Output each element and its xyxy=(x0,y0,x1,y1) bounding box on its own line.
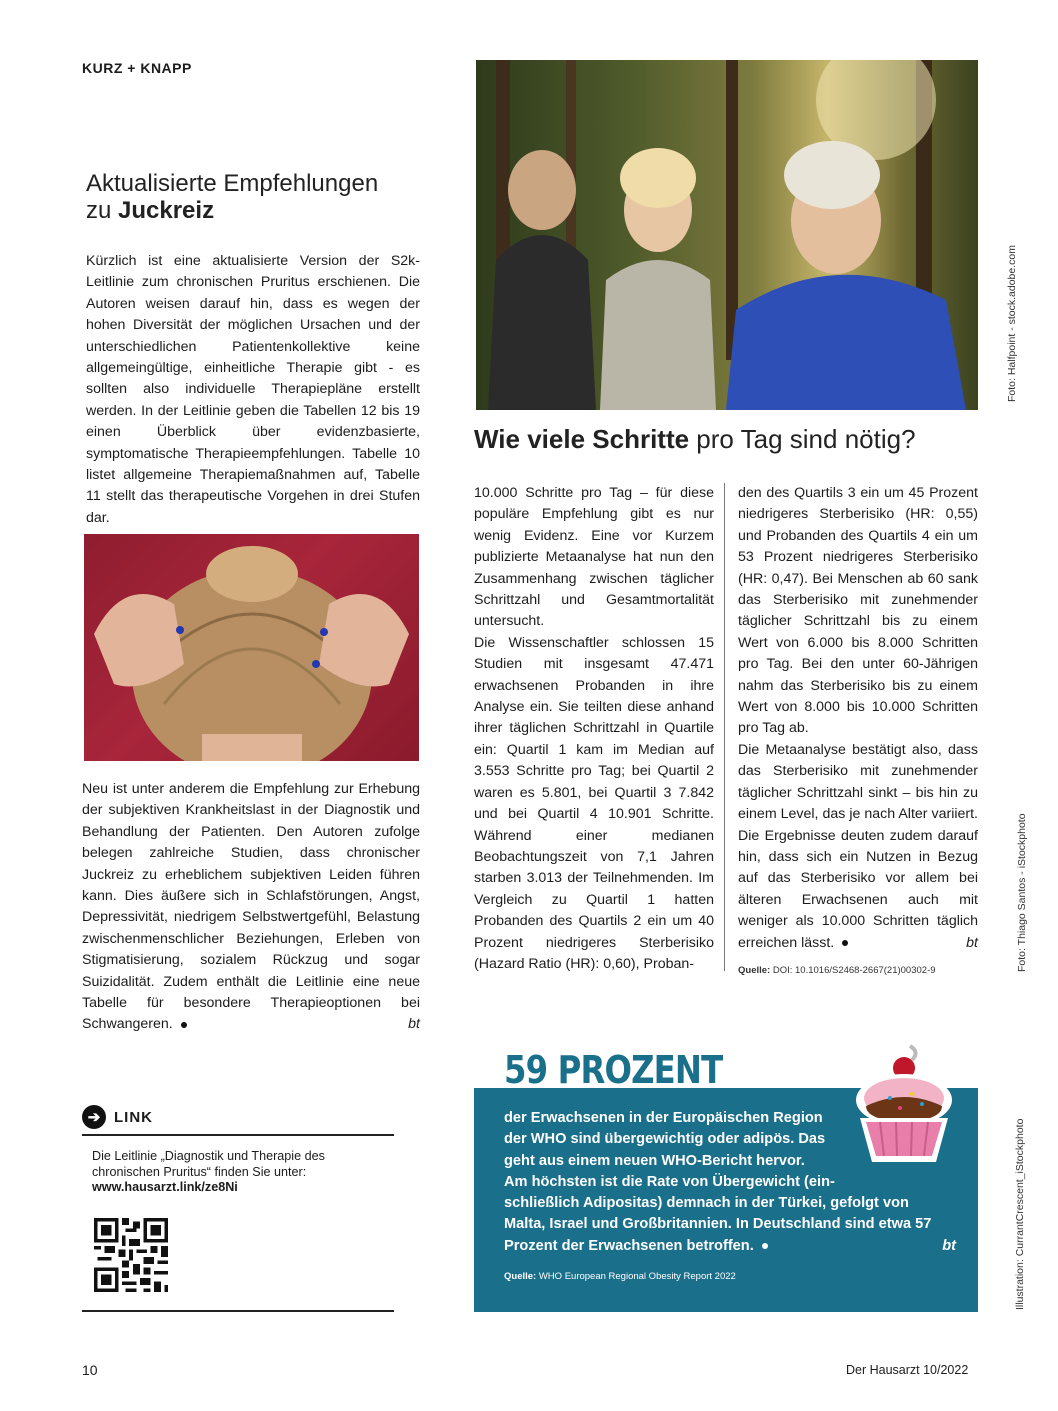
end-bullet-icon xyxy=(842,940,848,946)
article-column-1 xyxy=(474,483,714,975)
title-keyword: Juckreiz xyxy=(118,197,215,224)
infobox-line: Am höchsten ist die Rate von Übergewicht (ein- xyxy=(504,1173,835,1190)
article-paragraph xyxy=(82,779,420,1036)
article-continuation xyxy=(82,779,420,1036)
section-label: KURZ + KNAPP xyxy=(82,60,192,76)
heading-bold: Wie viele Schritte xyxy=(474,424,690,454)
article-heading-steps xyxy=(474,424,984,455)
article-title-line1: Aktualisierte Empfehlungen xyxy=(86,170,379,197)
infobox-line: der Erwachsenen in der Europäischen Region xyxy=(504,1110,823,1126)
author-initials: bt xyxy=(966,934,978,951)
infobox-line: der WHO sind übergewichtig oder adipös. Das xyxy=(504,1131,826,1148)
title-prefix: zu xyxy=(86,197,119,224)
link-description: Die Leitlinie „Diagnostik und Therapie des chronischen Pruritus“ finden Sie unter: xyxy=(92,1149,325,1179)
infobox-line: schließlich Adipositas) demnach in der Türkei, gefolgt von xyxy=(504,1195,909,1212)
end-bullet-icon xyxy=(762,1243,768,1249)
article-paragraph: Die Wissenschaftler schlossen 15 Studien mit insgesamt 47.471 erwachsenen Probanden in ihre Analyse ein. Sie teilten diese anhand ihrer täglichen Schrittzahl in Quartile ein: Quartil 1 kam im Median auf 3.553 Schritte pro Tag; bei Quartil 2 waren es 5.801, bei Quartil 3 7.842 und bei Quartil 4 10.901 Schritte. Während einer medianen Beobachtungszeit von 7,1 Jahren starben 3.013 der Teilnehmenden. Im Vergleich zu Quartil 1 hatten Probanden des Quartils 2 ein um 40 Prozent niedrigeres Sterberisiko (Hazard Ratio (HR): 0,60), Proban- xyxy=(474,634,714,972)
page-number: 10 xyxy=(82,1362,98,1378)
author-initials: bt xyxy=(408,1016,420,1033)
article-source xyxy=(738,960,978,981)
column-divider xyxy=(724,483,725,971)
infobox-line: geht aus einem neuen WHO-Bericht hervor. xyxy=(504,1152,805,1169)
photo-seniors-hiking xyxy=(476,60,978,410)
infobox-source xyxy=(504,1271,736,1282)
end-bullet-icon xyxy=(181,1022,187,1028)
link-url[interactable]: www.hausarzt.link/ze8Ni xyxy=(92,1180,238,1194)
heading-rest: pro Tag sind nötig? xyxy=(689,424,916,454)
link-header xyxy=(82,1100,394,1136)
source-text: WHO European Regional Obesity Report 2022 xyxy=(536,1271,736,1282)
infobox-line-last xyxy=(504,1236,956,1257)
article-intro xyxy=(86,251,420,529)
arrow-right-icon: ➔ xyxy=(82,1105,106,1129)
source-label: Quelle: xyxy=(504,1271,537,1282)
photo-woman-scratching-head xyxy=(84,534,419,761)
article-column-2 xyxy=(738,483,978,981)
source-text: DOI: 10.1016/S2468-2667(21)00302-9 xyxy=(770,964,936,976)
article-paragraph: 10.000 Schritte pro Tag – für diese populäre Empfehlung gibt es nur wenig Evidenz. Eine vor Kurzem publizierte Metaanalyse hat nun den Zusammenhang zwischen täglicher Schrittzahl und Gesamtmortalität untersucht. xyxy=(474,485,714,630)
infobox-line: Malta, Israel und Großbritannien. In Deutschland sind etwa 57 xyxy=(504,1216,932,1233)
source-label: Quelle: xyxy=(738,964,771,976)
article-title-line2 xyxy=(86,197,426,224)
magazine-issue: Der Hausarzt 10/2022 xyxy=(846,1363,969,1377)
headline-number: 59 PROZENT xyxy=(504,1048,723,1092)
article-paragraph: den des Quartils 3 ein um 45 Prozent niedrigeres Sterberisiko (HR: 0,55) und Probanden des Quartils 4 ein um 53 Prozent niedrigeres Sterberisiko (HR: 0,47). Bei Menschen ab 60 sank das Sterberisiko mit zunehmender täglicher Schrittzahl bis zu einem Wert von 6.000 bis 8.000 Schritten pro Tag. Bei den unter 60-Jährigen nahm das Sterberisiko bis zu einem Wert von 8.000 bis 10.000 Schritten pro Tag ab. xyxy=(738,485,978,737)
qr-code-icon[interactable] xyxy=(94,1218,168,1292)
article-title xyxy=(86,170,426,224)
author-initials: bt xyxy=(942,1237,956,1254)
link-box xyxy=(82,1100,394,1194)
link-box-divider xyxy=(82,1310,394,1312)
cupcake-illustration-icon xyxy=(850,1044,958,1170)
illustration-credit-cupcake: Illustration: CurrantCrescent_iStockphoto xyxy=(1014,1118,1026,1310)
article-paragraph: Kürzlich ist eine aktualisierte Version der S2k-Leitlinie zum chronischen Pruritus erschienen. Die Autoren weisen darauf hin, dass es wegen der hohen Diversität der möglichen Ursachen und der unterschiedlichen Patientenkollektive keine allgemeingültige, einheitliche Therapie gibt - es sollten also individuelle Therapiepläne erstellt werden. In der Leitlinie geben die Tabellen 12 bis 19 einen Überblick über evidenzbasierte, symptomatische Therapieempfehlungen. Tabelle 10 listet allgemeine Therapiemaßnahmen auf, Tabelle 11 stellt das therapeutische Vorgehen in drei Stufen dar. xyxy=(86,253,420,526)
paragraph-text: Neu ist unter anderem die Empfehlung zur Erhebung der subjektiven Krankheitslast in der Diagnostik und Behandlung der Patienten. Den Autoren zufolge belegen zahlreiche Studien, dass chronischer Juckreiz zu erheblichem subjektiven Leiden führen kann. Dies äußere sich in Schlafstörungen, Angst, Depressivität, niedrigem Selbstwertgefühl, Belastung zwischenmenschlicher Beziehungen, Erleben von Stigmatisierung, sozialem Rückzug und sogar Suizidalität. Zudem enthält die Leitlinie eine neue Tabelle für besondere Therapieoptionen bei Schwangeren. xyxy=(82,781,420,1033)
article-paragraph xyxy=(738,740,978,954)
infobox-line: Prozent der Erwachsenen betroffen. xyxy=(504,1237,754,1254)
paragraph-text: Die Metaanalyse bestätigt also, dass das Sterberisiko mit zunehmender täglicher Schrittzahl sinkt – bis hin zu einem Level, das je nach Alter variiert. Die Ergebnisse deuten zudem darauf hin, dass sich ein Nutzen in Bezug auf das Sterberisiko vor allem bei älteren Erwachsenen auch mit weniger als 10.000 Schritten täglich erreichen lässt. xyxy=(738,741,978,951)
photo-credit-scratch: Foto: Thiago Santos - iStockphoto xyxy=(1016,813,1028,972)
link-label: LINK xyxy=(114,1108,153,1126)
photo-credit-forest: Foto: Halfpoint - stock.adobe.com xyxy=(1006,245,1018,402)
